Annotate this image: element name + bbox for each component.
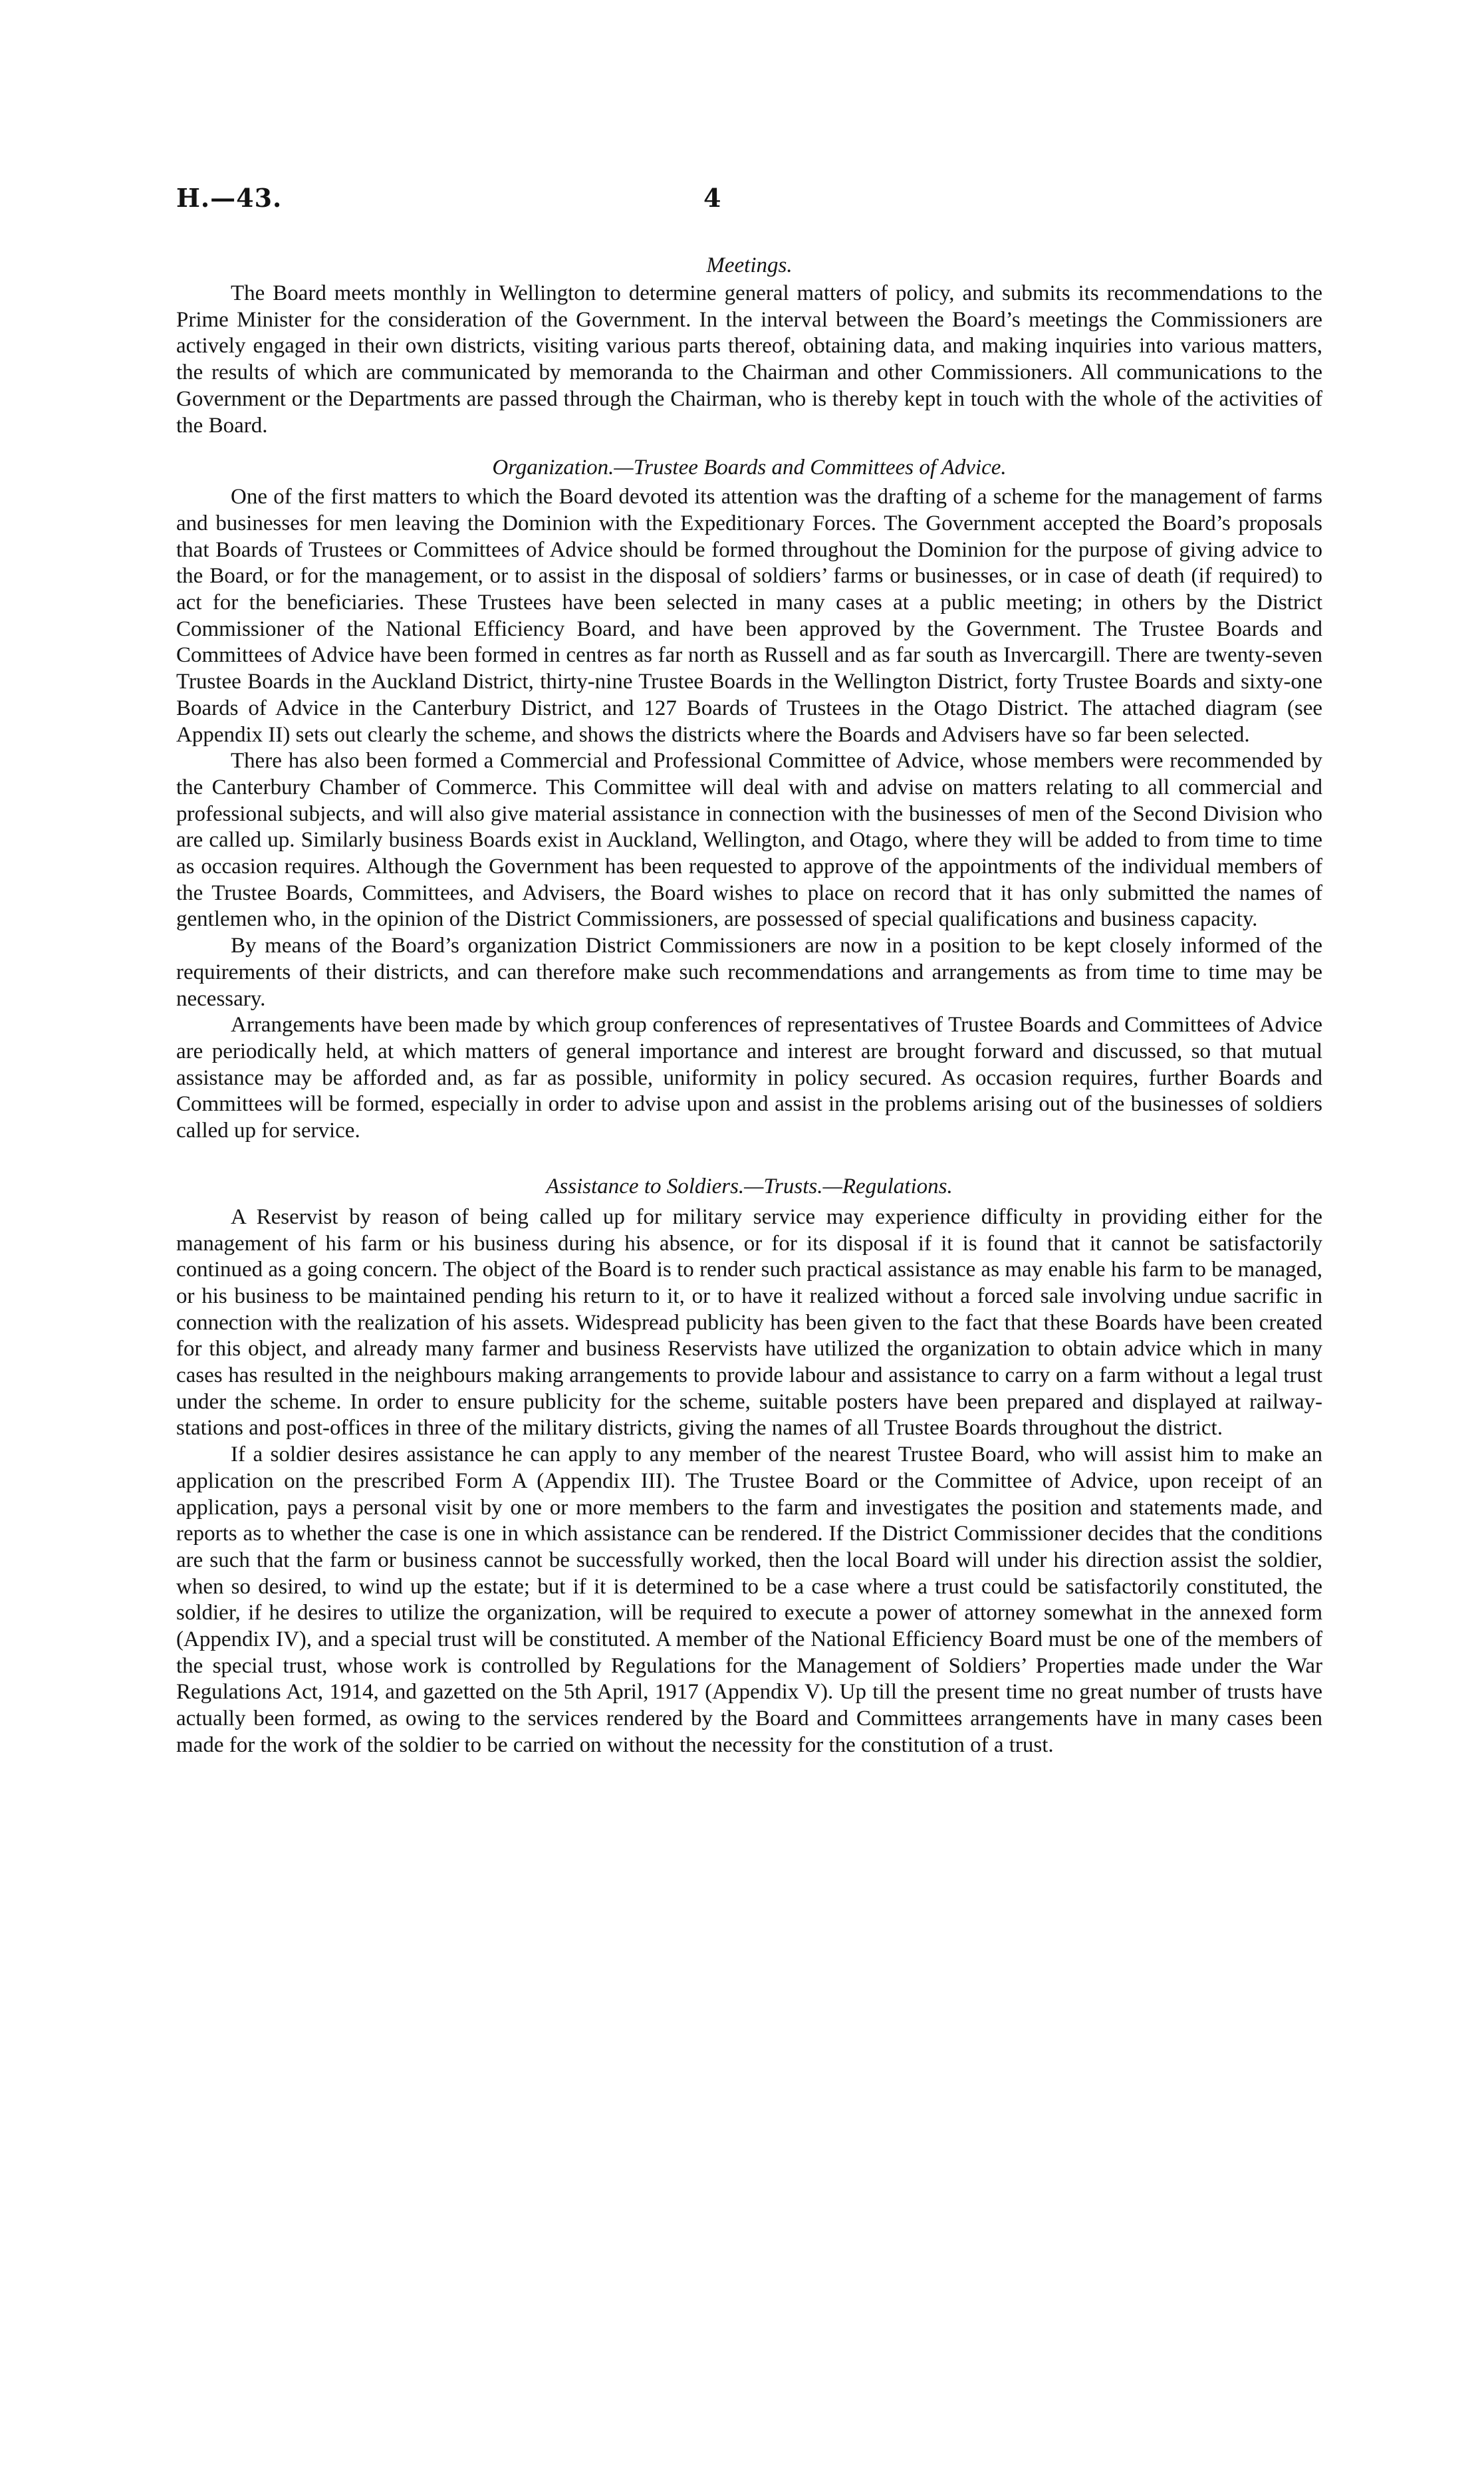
section-meetings (176, 251, 1322, 439)
paragraph: There has also been formed a Commercial and Professional Committee of Advice, whose members were recommended by the Canterbury Chamber of Commerce. This Committee will deal with and advise on matters relating to all commercial and professional subjects, and will also give material assistance in connection with the businesses of men of the Second Division who are called up. Similarly business Boards exist in Auckland, Wellington, and Otago, where they will be added to from time to time as occasion requires. Although the Government has been requested to approve of the appointments of the individual members of the Trustee Boards, Committees, and Advisers, the Board wishes to place on record that it has only submitted the names of gentlemen who, in the opinion of the District Commissioners, are possessed of special qualifications and business capacity. (176, 749, 1322, 932)
section-heading: Assistance to Soldiers.—Trusts.—Regulations. (546, 1174, 953, 1198)
page-header (176, 183, 1313, 229)
section-heading: Organization.—Trustee Boards and Committees of Advice. (492, 456, 1007, 480)
document-reference: H.—43. (176, 183, 283, 213)
section-heading: Meetings. (706, 253, 793, 277)
paragraph: If a soldier desires assistance he can apply to any member of the nearest Trustee Board, who will assist him to make an application on the prescribed Form A (Appendix III). The Trustee Board or the Committee of Advice, upon receipt of an application, pays a personal visit by one or more members to the farm and investigates the position and statements made, and reports as to whether the case is one in which assistance can be rendered. If the District Commissioner decides that the conditions are such that the farm or business cannot be successfully worked, then the local Board will under his direction assist the soldier, when so desired, to wind up the estate; but if it is determined to be a case where a trust could be satisfactorily constituted, the soldier, if he desires to utilize the organization, will be required to execute a power of attorney somewhat in the annexed form (Appendix IV), and a special trust will be constituted. A member of the National Efficiency Board must be one of the members of the special trust, whose work is controlled by Regulations for the Management of Soldiers’ Properties made under the War Regulations Act, 1914, and gazetted on the 5th April, 1917 (Appendix V). Up till the present time no great number of trusts have actually been formed, as owing to the services rendered by the Board and Committees arrangements have in many cases been made for the work of the soldier to be carried on without the necessity for the constitution of a trust. (176, 1443, 1322, 1757)
page-number: 4 (703, 183, 721, 213)
section-assistance (176, 1172, 1322, 1759)
paragraph: Arrangements have been made by which group conferences of representatives of Trustee Boards and Committees of Advice are periodically held, at which matters of general importance and interest are brought forward and discussed, so that mutual assistance may be afforded and, as far as possible, uniformity in policy secured. As occasion requires, further Boards and Committees will be formed, especially in order to advise upon and assist in the problems arising out of the businesses of soldiers called up for service. (176, 1013, 1322, 1143)
paragraph: One of the first matters to which the Board devoted its attention was the drafting of a scheme for the management of farms and businesses for men leaving the Dominion with the Expeditionary Forces. The Government accepted the Board’s proposals that Boards of Trustees or Committees of Advice should be formed throughout the Dominion for the purpose of giving advice to the Board, or for the management, or to assist in the disposal of soldiers’ farms or businesses, or in case of death (if required) to act for the beneficiaries. These Trustees have been selected in many cases at a public meeting; in others by the District Commissioner of the National Efficiency Board, and have been approved by the Government. The Trustee Boards and Committees of Advice have been formed in centres as far north as Russell and as far south as Invercargill. There are twenty-seven Trustee Boards in the Auckland District, thirty-nine Trustee Boards in the Wellington District, forty Trustee Boards and sixty-one Boards of Advice in the Canterbury District, and 127 Boards of Trustees in the Otago District. The attached diagram (see Appendix II) sets out clearly the scheme, and shows the districts where the Boards and Advisers have so far been selected. (176, 485, 1322, 747)
body-text (176, 251, 1322, 1759)
paragraph: By means of the Board’s organization District Commissioners are now in a position to be kept closely informed of the requirements of their districts, and can therefore make such recommendations and arrangements as from time to time may be necessary. (176, 934, 1322, 1011)
paragraph: The Board meets monthly in Wellington to determine general matters of policy, and submits its recommendations to the Prime Minister for the consideration of the Government. In the interval between the Board’s meetings the Commissioners are actively engaged in their own districts, visiting various parts thereof, obtaining data, and making inquiries into various matters, the results of which are communicated by memoranda to the Chairman and other Commissioners. All communications to the Government or the Departments are passed through the Chairman, who is thereby kept in touch with the whole of the activities of the Board. (176, 281, 1322, 438)
section-organization (176, 454, 1322, 1145)
paragraph: A Reservist by reason of being called up for military service may experience difficulty in providing either for the management of his farm or his business during his absence, or for its disposal if it is found that it cannot be satisfactorily continued as a going concern. The object of the Board is to render such practical assistance as may enable his farm to be managed, or his business to be maintained pending his return to it, or to have it realized without a forced sale involving undue sacrific in connection with the realization of his assets. Widespread publicity has been given to the fact that these Boards have been created for this object, and already many farmer and business Reservists have utilized the organization to obtain advice which in many cases has resulted in the neighbours making arrangements to provide labour and assistance to carry on a farm without a legal trust under the scheme. In order to ensure publicity for the scheme, suitable posters have been prepared and displayed at railway-stations and post-offices in three of the military districts, giving the names of all Trustee Boards throughout the district. (176, 1204, 1322, 1441)
